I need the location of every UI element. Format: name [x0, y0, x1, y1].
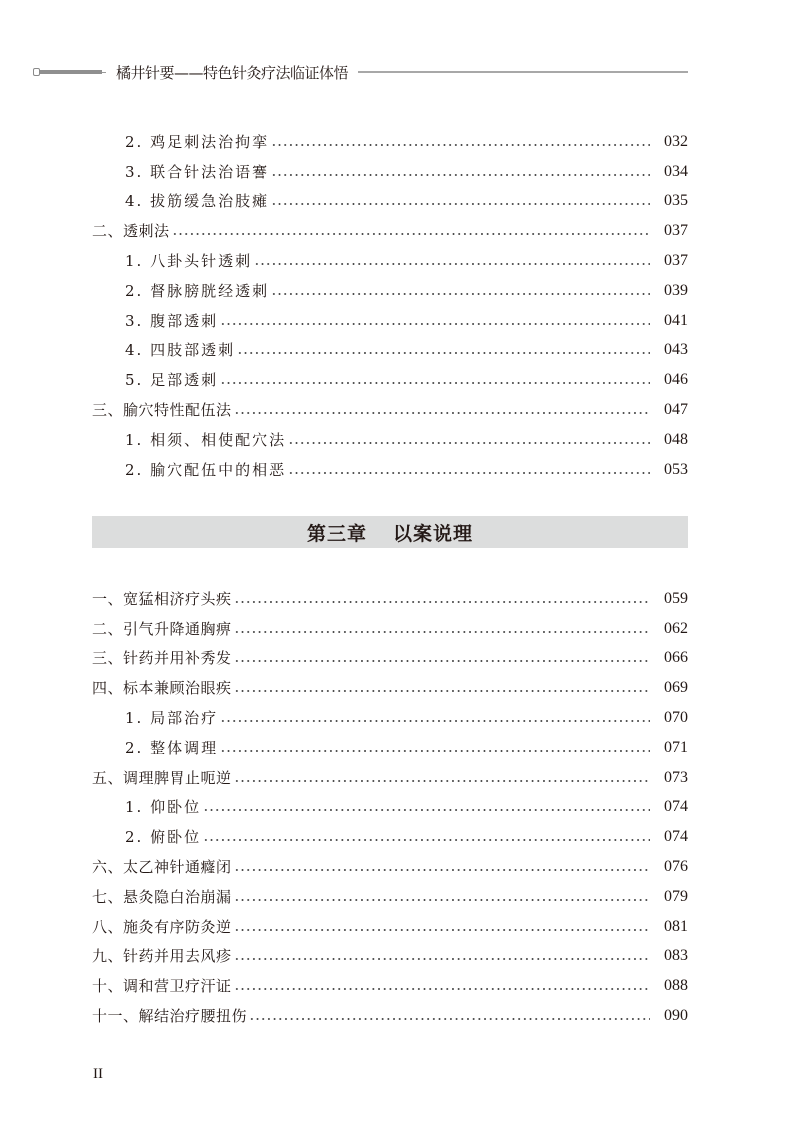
toc-entry[interactable]	[92, 822, 688, 852]
toc-entry-label: 3. 联合针法治语謇	[125, 162, 270, 181]
toc-entry-label: 2. 腧穴配伍中的相恶	[125, 460, 287, 479]
toc-entry-page: 073	[664, 768, 688, 786]
toc-entry-label: 1. 局部治疗	[125, 709, 219, 728]
toc-entry[interactable]	[92, 306, 688, 336]
toc-entry-page: 066	[664, 649, 688, 667]
dot-leader	[220, 750, 650, 752]
toc-entry[interactable]	[92, 157, 688, 187]
dot-leader	[288, 442, 650, 444]
toc-section-a	[92, 127, 688, 485]
toc-entry[interactable]	[92, 336, 688, 366]
toc-entry[interactable]	[92, 1001, 688, 1031]
dot-leader	[220, 720, 650, 722]
toc-entry-page: 053	[664, 460, 688, 478]
chapter-number: 第三章	[306, 522, 367, 545]
toc-entry-page: 047	[664, 401, 688, 419]
toc-entry-label: 4. 四肢部透刺	[125, 341, 236, 360]
header-rule	[358, 71, 688, 73]
toc-entry-page: 088	[664, 977, 688, 995]
running-header	[33, 60, 688, 84]
dot-leader	[234, 660, 650, 662]
toc-entry-page: 046	[664, 371, 688, 389]
dot-leader	[237, 352, 650, 354]
toc-entry[interactable]	[92, 703, 688, 733]
book-title: 橘井针要——特色针灸疗法临证体悟	[116, 63, 349, 82]
toc-entry-label: 1. 八卦头针透刺	[125, 252, 253, 271]
dot-leader	[288, 472, 650, 474]
header-ornament-tip	[102, 72, 106, 73]
dot-leader	[271, 203, 650, 205]
dot-leader	[220, 382, 650, 384]
toc-entry[interactable]	[92, 763, 688, 793]
toc-entry[interactable]	[92, 882, 688, 912]
dot-leader	[234, 899, 650, 901]
toc-section-b	[92, 584, 688, 1031]
page-folio: II	[93, 1066, 103, 1082]
toc-entry-page: 032	[664, 132, 688, 150]
toc-entry-page: 081	[664, 917, 688, 935]
dot-leader	[203, 809, 650, 811]
dot-leader	[271, 174, 650, 176]
toc-entry-page: 090	[664, 1007, 688, 1025]
toc-entry-label: 十、调和营卫疗汗证	[92, 977, 232, 996]
toc-entry-page: 069	[664, 679, 688, 697]
toc-entry[interactable]	[92, 971, 688, 1001]
toc-entry-label: 六、太乙神针通癃闭	[92, 858, 232, 877]
toc-entry-label: 二、引气升降通胸痹	[92, 619, 232, 638]
toc-entry[interactable]	[92, 216, 688, 246]
toc-entry[interactable]	[92, 425, 688, 455]
dot-leader	[271, 144, 650, 146]
toc-entry[interactable]	[92, 276, 688, 306]
dot-leader	[234, 869, 650, 871]
toc-entry[interactable]	[92, 584, 688, 614]
dot-leader	[234, 601, 650, 603]
dot-leader	[203, 839, 650, 841]
toc-entry-page: 071	[664, 738, 688, 756]
toc-entry-label: 2. 督脉膀胱经透刺	[125, 281, 270, 300]
dot-leader	[234, 958, 650, 960]
toc-entry[interactable]	[92, 246, 688, 276]
toc-entry[interactable]	[92, 793, 688, 823]
toc-entry-label: 三、腧穴特性配伍法	[92, 401, 232, 420]
toc-entry-page: 041	[664, 311, 688, 329]
chapter-heading	[92, 516, 688, 548]
header-ornament-knob	[33, 68, 40, 76]
dot-leader	[234, 412, 650, 414]
dot-leader	[172, 233, 650, 235]
toc-entry-page: 083	[664, 947, 688, 965]
toc-entry[interactable]	[92, 942, 688, 972]
toc-entry-label: 1. 相须、相使配穴法	[125, 430, 287, 449]
header-ornament-bar	[40, 70, 102, 74]
toc-entry[interactable]	[92, 912, 688, 942]
toc-entry-label: 一、宽猛相济疗头疾	[92, 589, 232, 608]
dot-leader	[234, 780, 650, 782]
toc-entry-page: 059	[664, 589, 688, 607]
toc-entry-label: 四、标本兼顾治眼疾	[92, 679, 232, 698]
toc-entry-label: 十一、解结治疗腰扭伤	[92, 1007, 248, 1026]
toc-entry-page: 079	[664, 887, 688, 905]
toc-entry-page: 048	[664, 430, 688, 448]
toc-entry-page: 043	[664, 341, 688, 359]
dot-leader	[234, 929, 650, 931]
toc-entry[interactable]	[92, 127, 688, 157]
toc-entry-label: 2. 整体调理	[125, 738, 219, 757]
toc-entry-page: 039	[664, 281, 688, 299]
toc-entry-label: 五、调理脾胃止呃逆	[92, 768, 232, 787]
toc-entry-label: 5. 足部透刺	[125, 371, 219, 390]
toc-entry[interactable]	[92, 395, 688, 425]
toc-entry-label: 4. 拔筋缓急治肢瘫	[125, 192, 270, 211]
toc-entry-label: 二、透刺法	[92, 222, 170, 241]
toc-entry[interactable]	[92, 365, 688, 395]
dot-leader	[249, 1018, 650, 1020]
toc-entry-page: 070	[664, 709, 688, 727]
chapter-title: 以案说理	[393, 522, 474, 545]
toc-entry-page: 062	[664, 619, 688, 637]
toc-entry[interactable]	[92, 455, 688, 485]
dot-leader	[234, 690, 650, 692]
toc-entry-page: 035	[664, 192, 688, 210]
dot-leader	[254, 263, 650, 265]
toc-entry[interactable]	[92, 644, 688, 674]
toc-entry-page: 034	[664, 162, 688, 180]
toc-entry-label: 七、悬灸隐白治崩漏	[92, 887, 232, 906]
toc-entry-page: 076	[664, 858, 688, 876]
toc-entry[interactable]	[92, 733, 688, 763]
toc-entry-label: 九、针药并用去风疹	[92, 947, 232, 966]
toc-entry[interactable]	[92, 187, 688, 217]
toc-entry-page: 037	[664, 252, 688, 270]
toc-entry-label: 3. 腹部透刺	[125, 311, 219, 330]
toc-entry[interactable]	[92, 673, 688, 703]
dot-leader	[234, 631, 650, 633]
toc-entry-page: 074	[664, 828, 688, 846]
dot-leader	[234, 988, 650, 990]
toc-entry-label: 2. 鸡足刺法治拘挛	[125, 132, 270, 151]
toc-entry[interactable]	[92, 614, 688, 644]
toc-entry-page: 074	[664, 798, 688, 816]
toc-entry-label: 三、针药并用补秀发	[92, 649, 232, 668]
toc-entry-label: 八、施灸有序防灸逆	[92, 917, 232, 936]
toc-entry-label: 1. 仰卧位	[125, 798, 202, 817]
toc-entry[interactable]	[92, 852, 688, 882]
dot-leader	[271, 293, 650, 295]
toc-entry-label: 2. 俯卧位	[125, 828, 202, 847]
toc-entry-page: 037	[664, 222, 688, 240]
dot-leader	[220, 323, 650, 325]
